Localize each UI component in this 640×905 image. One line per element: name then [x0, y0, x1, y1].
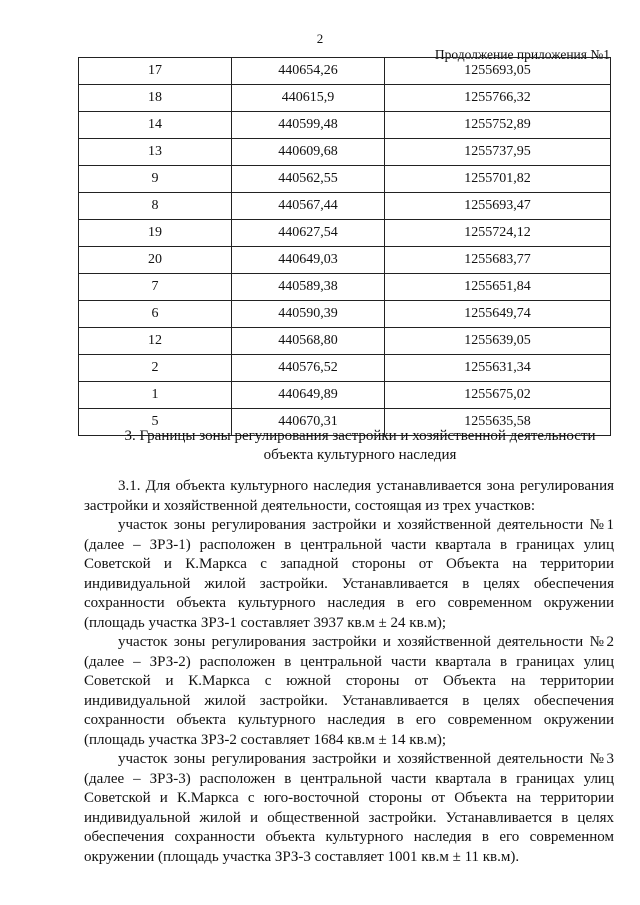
- point-number-cell: 19: [79, 220, 232, 247]
- y-coordinate-cell: 1255693,47: [385, 193, 611, 220]
- x-coordinate-cell: 440568,80: [232, 328, 385, 355]
- paragraph-zrz-1: участок зоны регулирования застройки и хозяйственной деятельности №1 (далее – ЗРЗ-1) расположен в центральной части квартала в границах улиц Советской и К.Маркса с западной стороны от Объекта на территории индивидуальной жилой застройки. Устанавливается в целях обеспечения сохранности объекта культурного наследия в его современном окружении (площадь участка ЗРЗ-1 составляет 3937 кв.м ± 24 кв.м);: [84, 517, 614, 631]
- table-row: [79, 193, 611, 220]
- point-number-cell: 8: [79, 193, 232, 220]
- table-row: [79, 328, 611, 355]
- point-number-cell: 12: [79, 328, 232, 355]
- paragraph-zrz-3: участок зоны регулирования застройки и хозяйственной деятельности №3 (далее – ЗРЗ-3) расположен в центральной части квартала в границах улиц Советской и К.Маркса с юго-восточной стороны от Объекта на территории индивидуальной жилой и общественной застройки. Устанавливается в целях обеспечения сохранности объекта культурного наследия в его современном окружении (площадь участка ЗРЗ-3 составляет 1001 кв.м ± 11 кв.м).: [84, 751, 614, 865]
- y-coordinate-cell: 1255724,12: [385, 220, 611, 247]
- x-coordinate-cell: 440599,48: [232, 112, 385, 139]
- y-coordinate-cell: 1255683,77: [385, 247, 611, 274]
- x-coordinate-cell: 440562,55: [232, 166, 385, 193]
- x-coordinate-cell: 440627,54: [232, 220, 385, 247]
- coordinates-table-body: [79, 58, 611, 436]
- table-row: [79, 112, 611, 139]
- continuation-note: Продолжение приложения №1: [434, 47, 610, 62]
- table-row: [79, 247, 611, 274]
- table-row: [79, 166, 611, 193]
- x-coordinate-cell: 440649,89: [232, 382, 385, 409]
- table-row: [79, 382, 611, 409]
- point-number-cell: 14: [79, 112, 232, 139]
- table-row: [79, 220, 611, 247]
- x-coordinate-cell: 440590,39: [232, 301, 385, 328]
- table-row: [79, 301, 611, 328]
- point-number-cell: 18: [79, 85, 232, 112]
- point-number-cell: 5: [79, 409, 232, 436]
- point-number-cell: 13: [79, 139, 232, 166]
- x-coordinate-cell: 440670,31: [232, 409, 385, 436]
- table-row: [79, 85, 611, 112]
- section-heading: 3. Границы зоны регулирования застройки и хозяйственной деятельности объекта культурного наследия: [124, 428, 596, 463]
- y-coordinate-cell: 1255752,89: [385, 112, 611, 139]
- y-coordinate-cell: 1255675,02: [385, 382, 611, 409]
- paragraph-3-1: 3.1. Для объекта культурного наследия устанавливается зона регулирования застройки и хозяйственной деятельности, состоящая из трех участков:: [84, 478, 614, 514]
- y-coordinate-cell: 1255701,82: [385, 166, 611, 193]
- x-coordinate-cell: 440589,38: [232, 274, 385, 301]
- y-coordinate-cell: 1255639,05: [385, 328, 611, 355]
- y-coordinate-cell: 1255737,95: [385, 139, 611, 166]
- section-body: [84, 477, 614, 867]
- y-coordinate-cell: 1255651,84: [385, 274, 611, 301]
- x-coordinate-cell: 440654,26: [232, 58, 385, 85]
- point-number-cell: 1: [79, 382, 232, 409]
- y-coordinate-cell: 1255631,34: [385, 355, 611, 382]
- x-coordinate-cell: 440576,52: [232, 355, 385, 382]
- y-coordinate-cell: 1255693,05: [385, 58, 611, 85]
- table-row: [79, 58, 611, 85]
- table-row: [79, 355, 611, 382]
- point-number-cell: 9: [79, 166, 232, 193]
- paragraph-zrz-2: участок зоны регулирования застройки и хозяйственной деятельности №2 (далее – ЗРЗ-2) расположен в центральной части квартала в границах улиц Советской и К.Маркса с южной стороны от Объекта на территории индивидуальной жилой застройки. Устанавливается в целях обеспечения сохранности объекта культурного наследия в его современном окружении (площадь участка ЗРЗ-2 составляет 1684 кв.м ± 14 кв.м);: [84, 634, 614, 748]
- point-number-cell: 6: [79, 301, 232, 328]
- x-coordinate-cell: 440615,9: [232, 85, 385, 112]
- coordinates-table: [78, 57, 611, 436]
- x-coordinate-cell: 440609,68: [232, 139, 385, 166]
- point-number-cell: 2: [79, 355, 232, 382]
- y-coordinate-cell: 1255635,58: [385, 409, 611, 436]
- page-number: 2: [316, 31, 324, 46]
- y-coordinate-cell: 1255649,74: [385, 301, 611, 328]
- point-number-cell: 20: [79, 247, 232, 274]
- x-coordinate-cell: 440649,03: [232, 247, 385, 274]
- point-number-cell: 17: [79, 58, 232, 85]
- table-row: [79, 274, 611, 301]
- y-coordinate-cell: 1255766,32: [385, 85, 611, 112]
- x-coordinate-cell: 440567,44: [232, 193, 385, 220]
- point-number-cell: 7: [79, 274, 232, 301]
- table-row: [79, 139, 611, 166]
